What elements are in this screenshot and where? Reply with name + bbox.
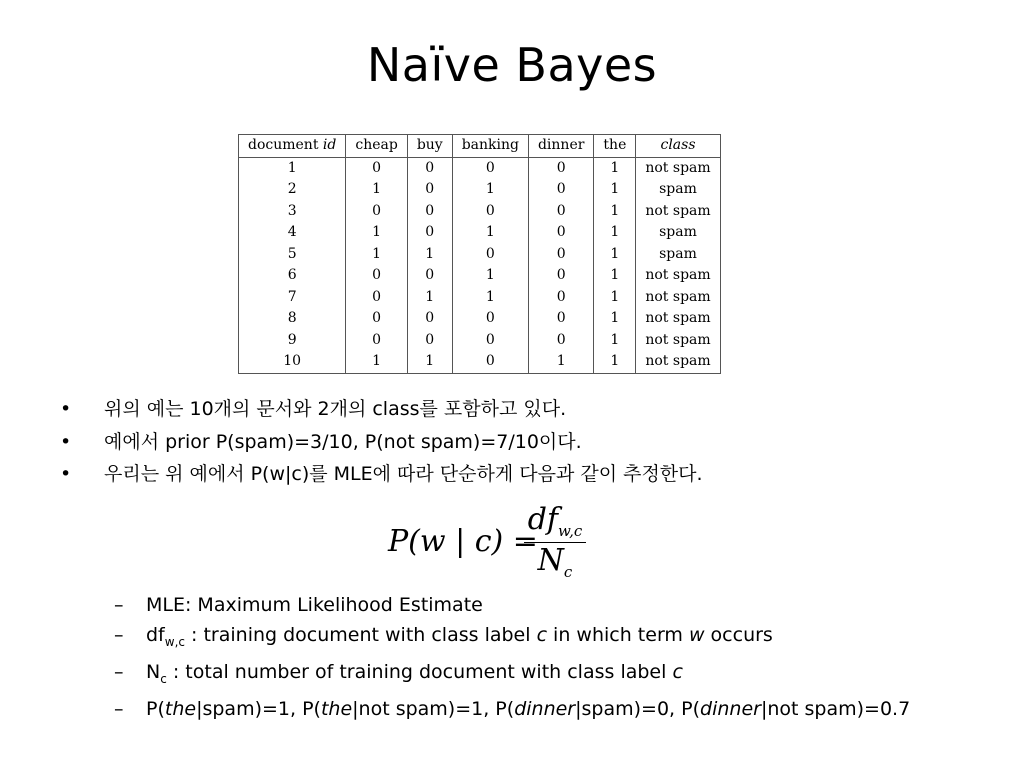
- cell-dinner: 0: [528, 244, 593, 266]
- p-part: |not spam)=0.7: [760, 697, 911, 720]
- p-part: P(: [146, 697, 165, 720]
- cell-buy: 0: [407, 201, 452, 223]
- cell-id: 6: [239, 265, 346, 287]
- nc-symbol: N: [146, 660, 161, 683]
- table-row: [239, 330, 721, 352]
- header-class: class: [636, 135, 720, 158]
- table-row: [239, 351, 721, 373]
- cell-buy: 1: [407, 351, 452, 373]
- cell-buy: 0: [407, 330, 452, 352]
- nc-text: : total number of training document with class label: [166, 660, 673, 683]
- list-item: [60, 426, 703, 459]
- denominator-sub: c: [563, 563, 573, 581]
- nc-c: c: [672, 660, 683, 683]
- cell-banking: 0: [452, 201, 528, 223]
- cell-id: 4: [239, 222, 346, 244]
- cell-banking: 0: [452, 157, 528, 179]
- dash-icon: –: [114, 697, 124, 720]
- dash-icon: –: [114, 660, 124, 683]
- df-symbol: df: [146, 624, 165, 646]
- cell-dinner: 0: [528, 308, 593, 330]
- cell-dinner: 0: [528, 287, 593, 309]
- cell-class: not spam: [645, 331, 711, 348]
- cell-id: 5: [239, 244, 346, 266]
- cell-the: 1: [594, 265, 636, 287]
- p-term: dinner: [700, 697, 761, 720]
- header-banking: banking: [452, 135, 528, 158]
- cell-class: not spam: [645, 288, 711, 305]
- table-row: [239, 179, 721, 201]
- table-row: [239, 287, 721, 309]
- cell-buy: 0: [407, 308, 452, 330]
- cell-id: 7: [239, 287, 346, 309]
- df-text-1: : training document with class label: [184, 624, 537, 646]
- p-term: the: [164, 697, 197, 720]
- list-item: [114, 657, 910, 694]
- cell-cheap: 0: [346, 201, 407, 223]
- cell-the: 1: [594, 157, 636, 179]
- mle-definition: MLE: Maximum Likelihood Estimate: [146, 594, 483, 616]
- list-item: [114, 620, 910, 657]
- cell-cheap: 0: [346, 330, 407, 352]
- cell-class: not spam: [645, 267, 711, 283]
- table-row: [239, 244, 721, 266]
- cell-cheap: 1: [346, 244, 407, 266]
- cell-cheap: 1: [346, 222, 407, 244]
- bullet-text: 위의 예는 10개의 문서와 2개의 class를 포함하고 있다.: [104, 398, 567, 420]
- df-subscript: w,c: [164, 634, 185, 649]
- cell-id: 9: [239, 330, 346, 352]
- cell-the: 1: [594, 287, 636, 309]
- formula-fraction: [524, 502, 586, 581]
- header-cheap: cheap: [346, 135, 407, 158]
- cell-id: 1: [239, 157, 346, 179]
- header-document-id: document id: [239, 135, 346, 158]
- df-c: c: [536, 624, 548, 646]
- denominator-main: N: [537, 543, 564, 578]
- cell-id: 2: [239, 179, 346, 201]
- numerator-main: df: [527, 502, 559, 537]
- bullet-list: [60, 393, 703, 491]
- cell-the: 1: [594, 330, 636, 352]
- table-row: [239, 157, 721, 179]
- p-term: dinner: [514, 697, 576, 720]
- table-row: [239, 308, 721, 330]
- cell-buy: 1: [407, 287, 452, 309]
- bullet-text: 예에서 prior P(spam)=3/10, P(not spam)=7/10이다.: [104, 430, 582, 453]
- cell-id: 10: [239, 351, 346, 373]
- cell-id: 8: [239, 308, 346, 330]
- table-row: [239, 201, 721, 223]
- cell-dinner: 0: [528, 265, 593, 287]
- cell-the: 1: [594, 201, 636, 223]
- formula-denominator: [524, 543, 586, 581]
- p-part: |spam)=1, P(: [196, 697, 321, 720]
- cell-dinner: 0: [528, 330, 593, 352]
- header-buy: buy: [407, 135, 452, 158]
- formula-lhs: P(w | c) =: [388, 524, 538, 559]
- cell-class: spam: [659, 181, 697, 197]
- cell-cheap: 1: [346, 179, 407, 201]
- cell-buy: 0: [407, 179, 452, 201]
- cell-buy: 0: [407, 222, 452, 244]
- cell-dinner: 1: [528, 351, 593, 373]
- bullet-icon: •: [60, 430, 72, 453]
- table-row: [239, 265, 721, 287]
- cell-buy: 0: [407, 157, 452, 179]
- cell-banking: 1: [452, 265, 528, 287]
- cell-class: not spam: [645, 353, 711, 369]
- nc-subscript: c: [160, 671, 167, 686]
- cell-id: 3: [239, 201, 346, 223]
- df-text-3: occurs: [704, 624, 773, 646]
- cell-class: spam: [659, 224, 697, 240]
- cell-banking: 0: [452, 244, 528, 266]
- cell-class: not spam: [645, 310, 711, 326]
- dash-icon: –: [114, 594, 124, 616]
- table-header-row: [239, 135, 721, 158]
- header-dinner: dinner: [528, 135, 593, 158]
- table-body: [239, 157, 721, 373]
- cell-banking: 1: [452, 179, 528, 201]
- p-part: |not spam)=1, P(: [352, 697, 515, 720]
- cell-the: 1: [594, 222, 636, 244]
- cell-cheap: 1: [346, 351, 407, 373]
- cell-the: 1: [594, 351, 636, 373]
- cell-cheap: 0: [346, 287, 407, 309]
- sub-bullet-list: [114, 590, 910, 724]
- cell-buy: 1: [407, 244, 452, 266]
- cell-the: 1: [594, 244, 636, 266]
- cell-banking: 0: [452, 308, 528, 330]
- dash-icon: –: [114, 624, 124, 646]
- cell-banking: 1: [452, 287, 528, 309]
- bullet-icon: •: [60, 463, 72, 485]
- bullet-text: 우리는 위 예에서 P(w|c)를 MLE에 따라 단순하게 다음과 같이 추정한다.: [104, 463, 703, 485]
- cell-dinner: 0: [528, 222, 593, 244]
- list-item: [114, 590, 910, 620]
- bullet-icon: •: [60, 398, 72, 420]
- header-the: the: [594, 135, 636, 158]
- cell-class: not spam: [645, 202, 711, 219]
- p-part: |spam)=0, P(: [575, 697, 701, 720]
- cell-banking: 0: [452, 351, 528, 373]
- cell-class: not spam: [645, 159, 711, 176]
- list-item: [114, 694, 910, 724]
- cell-dinner: 0: [528, 201, 593, 223]
- cell-buy: 0: [407, 265, 452, 287]
- mle-formula: [388, 502, 598, 588]
- df-w: w: [688, 624, 705, 646]
- cell-banking: 0: [452, 330, 528, 352]
- cell-dinner: 0: [528, 157, 593, 179]
- list-item: [60, 393, 703, 426]
- cell-the: 1: [594, 308, 636, 330]
- document-table: [238, 134, 721, 374]
- p-term: the: [320, 697, 353, 720]
- cell-cheap: 0: [346, 157, 407, 179]
- slide-title: Naïve Bayes: [366, 38, 658, 92]
- cell-cheap: 0: [346, 308, 407, 330]
- formula-numerator: [524, 502, 586, 542]
- cell-banking: 1: [452, 222, 528, 244]
- cell-class: spam: [659, 245, 697, 262]
- df-text-2: in which term: [547, 624, 689, 646]
- numerator-sub: w,c: [558, 522, 583, 540]
- cell-dinner: 0: [528, 179, 593, 201]
- list-item: [60, 458, 703, 491]
- table-row: [239, 222, 721, 244]
- cell-the: 1: [594, 179, 636, 201]
- cell-cheap: 0: [346, 265, 407, 287]
